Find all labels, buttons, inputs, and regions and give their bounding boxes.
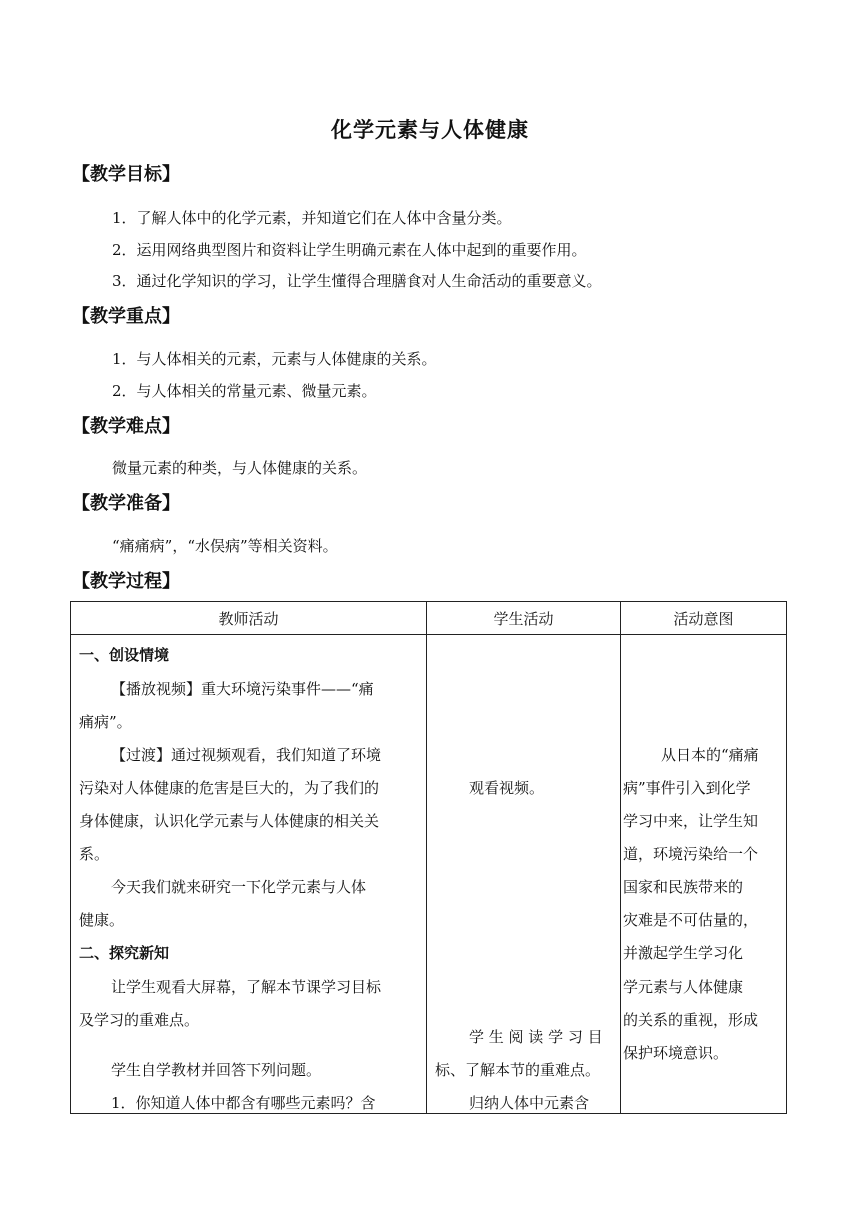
teacher-line: 身体健康，认识化学元素与人体健康的相关关 (79, 812, 380, 830)
objective-item: 2．运用网络典型图片和资料让学生明确元素在人体中起到的重要作用。 (112, 241, 587, 259)
teacher-line: 系。 (79, 845, 110, 863)
key-point-item: 1．与人体相关的元素，元素与人体健康的关系。 (112, 350, 437, 368)
process-heading: 【教学过程】 (72, 571, 180, 592)
intent-line: 从日本的“痛痛 (661, 746, 759, 764)
student-line: 标、了解本节的重难点。 (435, 1061, 601, 1079)
student-line: 归纳人体中元素含 (469, 1094, 590, 1112)
student-activity-cell (427, 635, 621, 1114)
objective-item: 3．通过化学知识的学习，让学生懂得合理膳食对人生命活动的重要意义。 (112, 272, 602, 290)
column-header-teacher: 教师活动 (71, 602, 427, 635)
column-header-intent: 活动意图 (621, 602, 787, 635)
teacher-line: 学生自学教材并回答下列问题。 (111, 1061, 322, 1079)
key-point-item: 2．与人体相关的常量元素、微量元素。 (112, 382, 377, 400)
intent-line: 道，环境污染给一个 (623, 845, 759, 863)
teacher-line: 健康。 (79, 911, 125, 929)
difficulties-text: 微量元素的种类，与人体健康的关系。 (112, 459, 368, 477)
teacher-line: 今天我们就来研究一下化学元素与人体 (111, 878, 367, 896)
intent-line: 病”事件引入到化学 (623, 779, 751, 797)
teacher-activity-cell (71, 635, 427, 1114)
intent-line: 学元素与人体健康 (623, 978, 744, 996)
intent-line: 的关系的重视，形成 (623, 1011, 759, 1029)
intent-line: 保护环境意识。 (623, 1044, 729, 1062)
process-table (70, 601, 787, 1114)
key-points-heading: 【教学重点】 (72, 306, 180, 327)
student-line: 学 生 阅 读 学 习 目 (469, 1028, 603, 1046)
intent-line: 学习中来，让学生知 (623, 812, 759, 830)
table-row (71, 635, 787, 1114)
intent-line: 并激起学生学习化 (623, 944, 744, 962)
teacher-line: 让学生观看大屏幕，了解本节课学习目标 (111, 978, 382, 996)
student-line: 观看视频。 (469, 779, 545, 797)
objectives-heading: 【教学目标】 (72, 164, 180, 185)
objective-item: 1．了解人体中的化学元素，并知道它们在人体中含量分类。 (112, 209, 512, 227)
teacher-line: 【播放视频】重大环境污染事件——“痛 (111, 680, 374, 698)
section-title: 一、创设情境 (79, 646, 170, 664)
difficulties-heading: 【教学难点】 (72, 416, 180, 437)
activity-intent-cell (621, 635, 787, 1114)
table-header-row (71, 602, 787, 635)
teacher-line: 痛病”。 (79, 713, 132, 731)
section-title: 二、探究新知 (79, 944, 170, 962)
teacher-line: 及学习的重难点。 (79, 1011, 200, 1029)
teacher-line: 1．你知道人体中都含有哪些元素吗？含 (111, 1094, 376, 1112)
teacher-line: 污染对人体健康的危害是巨大的，为了我们的 (79, 779, 380, 797)
column-header-student: 学生活动 (427, 602, 621, 635)
preparation-text: “痛痛病”，“水俣病”等相关资料。 (112, 537, 338, 555)
teacher-line: 【过渡】通过视频观看，我们知道了环境 (111, 746, 382, 764)
page-title: 化学元素与人体健康 (331, 117, 529, 142)
intent-line: 灾难是不可估量的， (623, 911, 759, 929)
preparation-heading: 【教学准备】 (72, 493, 180, 514)
intent-line: 国家和民族带来的 (623, 878, 744, 896)
